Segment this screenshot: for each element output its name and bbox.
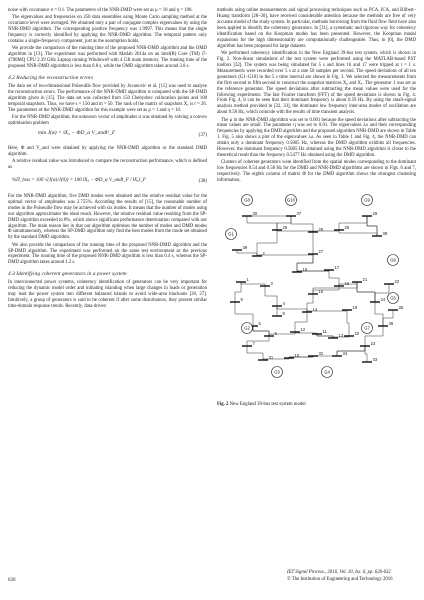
- transmission-line: [247, 346, 263, 360]
- bus-label: 15: [318, 289, 324, 295]
- bus-bar: [312, 334, 322, 335]
- bus-label: 2: [262, 251, 265, 257]
- bus-bar: [352, 282, 362, 283]
- bus-bar: [272, 230, 282, 231]
- bus-bar: [272, 316, 282, 317]
- paragraph: We provide the comparison of the running time of the proposed NNR-DMD algorithm and the OMD algorithm in [13]. The experiment was performed with Matlab 2014a on an Intel(R) Core (TM) i7-4700MQ CPU 2.39 GHz Laptop running Windows8 with 4 GB main memory. The running time of the proposed NNR-DMD algorithm is less than 0.8 s, while the OMD algorithm takes around 3.8 s.: [8, 46, 207, 69]
- bus-label: 34: [342, 351, 348, 357]
- paragraph: In interconnected power systems, coherency identification of generators can be very important for reducing the dynamic model order and initiating islanding when large changes in loads or generation may lead the power system into different balanced islands to avoid wide-area blackouts [26, 27]. Intuitively, a group of generators is said to be coherent if after some disturbances, they present similar time-domain response trends. Recently, data-driven: [8, 280, 207, 310]
- bus-label: 23: [370, 341, 376, 347]
- bus-label: 30: [252, 211, 258, 217]
- bus-label: 20: [354, 331, 360, 337]
- bus-label: 8: [282, 311, 285, 317]
- bus-label: 16: [344, 281, 350, 287]
- transmission-line: [257, 254, 313, 256]
- bus-label: 31: [268, 355, 274, 361]
- bus-label: 22: [394, 279, 400, 285]
- transmission-line: [329, 270, 339, 286]
- generator-label: G6: [390, 257, 396, 263]
- generator-label: G2: [244, 325, 250, 331]
- paragraph: The data set of two-dimensional Poiseuille flow provided by Jovanovic et al. [15] was used to analyse the reconstruction errors. The performance of the NNR-DMD algorithm is compared with the SP-DMD algorithm given in [15]. The data set was collected from 150 Chebyshev collocation points and 100 temporal snapshots. Thus, we have s = 150 and m = 50. The rank of the matrix of snapshots X₁ is r = 26. The parameters of the NNR-DMD algorithm for this example were set as μ = 1 and η = 10.: [8, 83, 207, 113]
- bus-bar: [388, 310, 398, 311]
- right-column: [217, 8, 416, 408]
- bus-label: 6: [274, 331, 277, 337]
- bus-bar: [290, 332, 300, 333]
- bus-bar: [286, 216, 296, 217]
- bus-label: 29: [372, 211, 378, 217]
- bus-label: 37: [296, 211, 302, 217]
- generator-label: G7: [364, 325, 370, 331]
- bus-bar: [230, 302, 240, 303]
- section-heading: 4.2 Reducing the reconstruction errors: [8, 74, 94, 81]
- transmission-line: [339, 230, 377, 236]
- paragraph: noise with covariance σ = 0.1. The parameters of the NNR-DMD were set as μ = 10 and η = 100.: [8, 8, 193, 13]
- caption-text: New England 39-bus test system model: [229, 402, 306, 408]
- bus-bar: [236, 282, 246, 283]
- equation-body: %Π_loss = 100 √(J(α)/J(0)) = 100 ‖X₀ − ΦD_α V_and‖_F / ‖X₀‖_F: [12, 177, 146, 183]
- bus-label: 1: [246, 277, 249, 283]
- equation-37: [8, 130, 207, 143]
- transmission-line: [291, 216, 313, 232]
- transmission-line: [253, 326, 269, 336]
- transmission-line: [277, 230, 313, 232]
- bus-label: 5: [258, 321, 261, 327]
- bus-bar: [252, 256, 262, 257]
- bus-bar: [308, 294, 318, 295]
- transmission-line: [365, 346, 367, 362]
- bus-label: 25: [282, 225, 288, 231]
- paragraph: For the NNR-DMD algorithm, five DMD modes were obtained and the relative residual value for the optimal vector of amplitudes was 2.755%. According the results of [15], the reasonable number of modes in the Poiseuille flow may be achieved with six modes. It means that the number of modes using our algorithm approximates the ideal result. However, the relative residual value resulting from the SP-DMD algorithm exceeded to 8%, which shows significant performance deterioration compared with our algorithm. The main reason lies in that our algorithm optimises the number of modes and DMD modes Φ simultaneously, whereas the SP-DMD algorithm only find the best modes from the mode set obtained by the standard DMD algorithm.: [8, 193, 207, 241]
- bus-bar: [384, 284, 394, 285]
- bus-label: 17: [334, 265, 340, 271]
- bus-label: 4: [282, 301, 285, 307]
- paragraph: Clusters of coherent generators were identified from the spatial modes corresponding to the dominant low frequencies 0.54 and 0.58 Hz for the DMD and NNR-DMD algorithms are shown in Figs. 6 and 7, respectively. The eighth column of matrix Φ for the DMD algorithm shows the strongest clustering information,: [217, 160, 416, 184]
- bus-label: 12: [300, 327, 306, 333]
- paragraph: methods using online measurements and signal processing techniques such as PCA, ICA, and Hilbert–Huang transform [28–30], have received considerable attention because the methods are free of very accurate model of the study system. In particular, methods borrowing from the fluid flow field have also been applied to identify the coherency generators. In [31], a systematic and rigorous way for coherency identification based on the Koopman modes has been presented. However, the Koopman modal expansions for the high dimensionality are computationally challengeable. Thus, in [6], the DMD algorithm has been proposed for large datasets.: [217, 8, 416, 49]
- bus-label: 36: [388, 321, 394, 327]
- bus-label: 39: [242, 245, 248, 251]
- bus-label: 14: [312, 307, 318, 313]
- bus-bar: [292, 272, 302, 273]
- bus-bar: [334, 230, 344, 231]
- transmission-line: [277, 306, 307, 312]
- bus-label: 26: [318, 227, 324, 233]
- transmission-line: [265, 286, 277, 306]
- bus-label: 38: [382, 231, 388, 237]
- bus-bar: [242, 216, 252, 217]
- bus-bar: [258, 360, 268, 361]
- transmission-line: [237, 250, 257, 256]
- bus-label: 27: [318, 249, 324, 255]
- bus-label: 32: [318, 351, 324, 357]
- bus-bar: [360, 346, 370, 347]
- left-column: [8, 8, 207, 311]
- paragraph: A relative residual value was introduced to compare the reconstruction performance, which is defined as: [8, 158, 207, 170]
- page-number: 630: [8, 578, 16, 583]
- generator-label: G9: [364, 197, 370, 203]
- bus-label: 18: [302, 267, 308, 273]
- bus-bar: [362, 216, 372, 217]
- bus-bar: [332, 356, 342, 357]
- bus-bar: [272, 306, 282, 307]
- bus-bar: [344, 336, 354, 337]
- section-heading: 4.3 Identifying coherent generators in a power system: [8, 271, 127, 278]
- bus-label: 13: [338, 333, 344, 339]
- equation-number: (37): [198, 132, 207, 138]
- bus-label: 35: [398, 305, 404, 311]
- bus-bar: [284, 358, 294, 359]
- transmission-line: [247, 216, 277, 230]
- paragraph: The eigenvalues and frequencies on 250 data ensembles using Monte Carlo sampling method at the covariance level were averaged. We obtained only a pair of conjugate complex eigenvalues by using the NNR-DMD algorithm. The corresponding positive frequency was 1.9997. This means that the single frequency is correctly identified by applying the NNR-DMD algorithm. The temporal pattern only contains a single-frequency component, just as the assumption holds.: [8, 15, 207, 44]
- bus-label: 9: [240, 297, 243, 303]
- bus-bar: [260, 286, 270, 287]
- bus-bar: [370, 302, 380, 303]
- bus-label: 10: [294, 353, 300, 359]
- bus-bar: [242, 346, 252, 347]
- bus-bar: [264, 336, 274, 337]
- figure-caption: [217, 402, 416, 408]
- paragraph: The μ in the NNR-DMD algorithm was set to 0.001 because the speed deviations after subtracting the mean values are small. The parameter η was set to 0.01. The eigenvalues λᵢs and their corresponding frequencies by applying the DMD algorithm and the proposed algorithm NNR-DMD are shown in Table 1. Fig. 5 also shows a plot of the eigenvalues λᵢs. As seen in Table 1 and Fig. 4, the NNR-DMD can obtain only a dominant frequency 0.5805 Hz, whereas the DMD algorithm exhibits all frequencies. However, the dominant frequency 0.5805 Hz obtained using the NNR-DMD algorithm is closer to the theoretical result than the frequency 0.5477 Hz obtained using the DMD algorithm.: [217, 117, 416, 159]
- bus-bar: [342, 310, 352, 311]
- bus-label: 28: [344, 225, 350, 231]
- bus-bar: [324, 270, 334, 271]
- caption-label: Fig. 2: [217, 402, 229, 408]
- bus-bar: [362, 362, 372, 363]
- paragraph: We performed coherency identification in the New England 39-bus test system, which is shown in Fig. 2. Non-linear simulations of the test system were performed using the MATLAB-based PST toolbox [32]. The system was being simulated for 5 s and lines 16 and 17 were tripped at t = 1 s. Measurements were recorded over 5 s at a rate 50 samples per second. The speed deviations of all ten generators (G1–G10) in the 5 s time interval are shown in Fig. 3. We selected the measurements from the first second to fifth second to construct the snapshot matrices X₀ and X₁. The generator 1 was set as the reference generator. The speed deviations after subtracting the mean values were used for the following experiments. The fast Fourier transform (FFT) of the speed deviations is shown in Fig. 4. From Fig. 4, it can be seen that their dominant frequency is about 0.59 Hz. By using the small-signal analysis method provided in [32, 33], the dominant low frequency inter-area modes of oscillation are about 0.58 Hz, which coincide with the results of time transient analysis.: [217, 50, 416, 116]
- generator-label: G8: [244, 197, 250, 203]
- bus-label: 11: [322, 329, 327, 335]
- equation-number: (38): [198, 178, 207, 184]
- bus-bar: [308, 356, 318, 357]
- transmission-line: [339, 216, 367, 230]
- transmission-line: [247, 336, 269, 346]
- bus-label: 19: [352, 305, 358, 311]
- journal-citation: IET Signal Process., 2016, Vol. 10, Iss. 6, pp. 626-632: [287, 570, 391, 575]
- bus-bar: [334, 286, 344, 287]
- transmission-line: [337, 346, 365, 356]
- figure-39-bus-diagram: [217, 186, 416, 400]
- bus-label: 21: [362, 277, 368, 283]
- generator-label: G10: [287, 197, 295, 203]
- bus-bar: [378, 326, 388, 327]
- bus-bar: [372, 236, 382, 237]
- generator-label: G3: [274, 369, 280, 375]
- transmission-line: [313, 286, 339, 294]
- bus-bar: [308, 254, 318, 255]
- bus-bar: [302, 312, 312, 313]
- transmission-line: [347, 310, 349, 336]
- transmission-line: [235, 302, 253, 326]
- paragraph: For the NNR-DMD algorithm, the unknown vector of amplitudes α was obtained by solving a convex optimisation problem: [8, 114, 207, 126]
- copyright-notice: © The Institution of Engineering and Technology 2016: [287, 577, 393, 582]
- equation-body: min J(α) = ‖X₀ − ΦD_α V_and‖²_F: [38, 129, 116, 136]
- generator-label: G4: [324, 369, 330, 375]
- bus-bar: [232, 250, 242, 251]
- equation-38: [8, 174, 207, 191]
- bus-system-diagram: [217, 186, 416, 400]
- transmission-line: [257, 230, 277, 256]
- paragraph: Here, Φ and V_and were obtained by applying the NNR-DMD algorithm or the standard DMD algorithm.: [8, 145, 207, 157]
- bus-label: 3: [270, 281, 273, 287]
- paragraph: We also provide the comparison of the running time of the proposed NNR-DMD algorithm and the SP-DMD algorithm. The experiment was performed on the same test environment as the previous experiment. The running time of the proposed NNR-DMD algorithm is less than 0.4 s, whereas the SP-DMD algorithm takes around 1.2 s.: [8, 242, 207, 266]
- bus-bar: [328, 338, 338, 339]
- bus-bar: [308, 232, 318, 233]
- bus-label: 24: [380, 297, 386, 303]
- generator-label: G5: [390, 295, 396, 301]
- generator-label: G1: [228, 231, 234, 237]
- transmission-line: [375, 302, 383, 326]
- bus-label: 7: [252, 341, 255, 347]
- bus-label: 33: [372, 357, 378, 363]
- transmission-line: [357, 282, 375, 302]
